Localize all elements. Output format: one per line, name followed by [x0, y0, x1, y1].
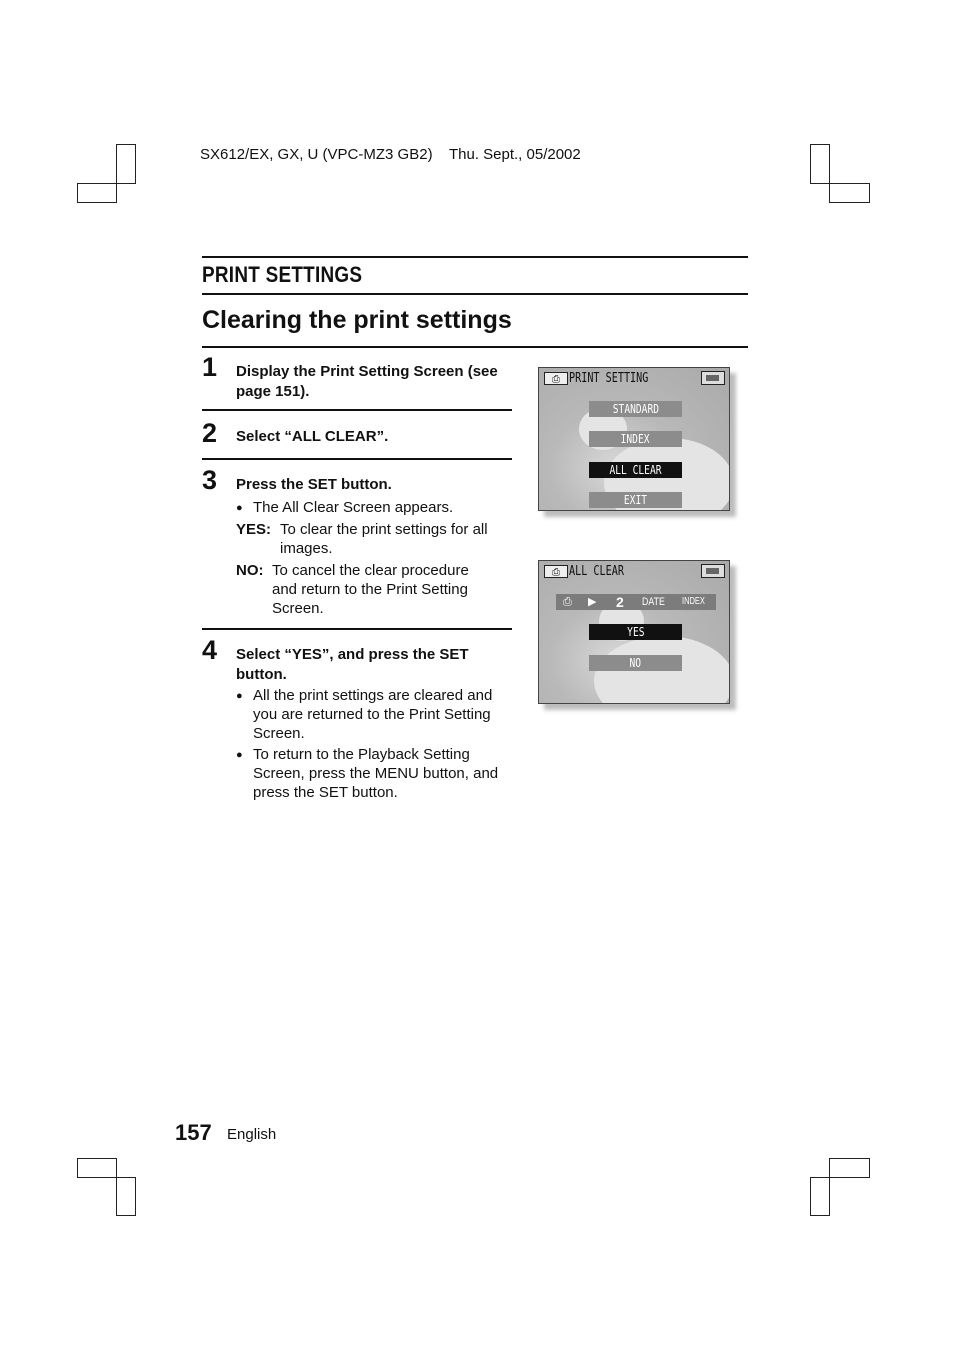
menu-item-exit[interactable]: EXIT	[589, 492, 682, 508]
step-4-bullet-2: To return to the Playback Setting Screen, press the MENU button, and press the SET button.	[253, 746, 499, 801]
crop-mark-bottom-left-vertical	[116, 1177, 136, 1216]
memory-card-icon	[701, 564, 725, 578]
menu-item-index[interactable]: INDEX	[589, 431, 682, 447]
step-1-text: Display the Print Setting Screen (see page 151).	[236, 363, 498, 400]
menu-item-standard[interactable]: STANDARD	[589, 401, 682, 417]
crop-mark-top-right-horizontal	[829, 183, 870, 203]
crop-mark-bottom-left-horizontal	[77, 1158, 117, 1178]
crop-mark-bottom-right-horizontal	[829, 1158, 870, 1178]
bullet-dot-icon: ●	[236, 690, 243, 702]
no-description: To cancel the clear procedure and return to the Print Setting Screen.	[272, 562, 469, 617]
printer-icon: ⎙	[544, 565, 568, 578]
document-reference: SX612/EX, GX, U (VPC-MZ3 GB2) Thu. Sept., 05/2002	[200, 146, 581, 163]
crop-mark-top-right-vertical	[810, 144, 830, 184]
step-4-text: Select “YES”, and press the SET button.	[236, 646, 469, 683]
screen-title: ALL CLEAR	[569, 564, 624, 579]
step-3-text: Press the SET button.	[236, 476, 392, 493]
step-4-bullet-1: All the print settings are cleared and you are returned to the Print Setting Screen.	[253, 687, 493, 742]
step-3-bullet: The All Clear Screen appears.	[253, 499, 454, 516]
title-bottom-rule	[202, 346, 748, 348]
screen-title: PRINT SETTING	[569, 371, 649, 386]
section-title: PRINT SETTINGS	[202, 262, 363, 287]
language-label: English	[227, 1126, 277, 1143]
step-4-number: 4	[202, 635, 218, 665]
step-divider	[202, 458, 512, 460]
section-top-rule	[202, 256, 748, 258]
crop-mark-bottom-right-vertical	[810, 1177, 830, 1216]
step-2-number: 2	[202, 418, 218, 448]
bullet-dot-icon: ●	[236, 502, 243, 514]
printer-icon: ⎙	[563, 596, 572, 608]
date-indicator: DATE	[642, 596, 665, 608]
step-2-text: Select “ALL CLEAR”.	[236, 428, 389, 445]
print-setting-screen	[538, 367, 730, 511]
printer-icon: ⎙	[544, 372, 568, 385]
option-yes[interactable]: YES	[589, 624, 682, 640]
all-clear-screen	[538, 560, 730, 704]
crop-mark-top-left-horizontal	[77, 183, 117, 203]
step-3-number: 3	[202, 465, 218, 495]
menu-item-all-clear[interactable]: ALL CLEAR	[589, 462, 682, 478]
memory-card-icon	[701, 371, 725, 385]
yes-description: To clear the print settings for all images.	[280, 521, 488, 557]
bullet-dot-icon: ●	[236, 749, 243, 761]
no-label: NO:	[236, 562, 264, 579]
step-1-number: 1	[202, 352, 218, 382]
step-divider	[202, 409, 512, 411]
option-no[interactable]: NO	[589, 655, 682, 671]
section-bottom-rule	[202, 293, 748, 295]
step-divider	[202, 628, 512, 630]
page-title: Clearing the print settings	[202, 306, 512, 334]
page-number: 157	[175, 1120, 212, 1145]
print-count: 2	[616, 594, 624, 610]
index-indicator: INDEX	[682, 596, 705, 607]
yes-label: YES:	[236, 521, 272, 538]
play-icon: ▶	[588, 596, 597, 608]
crop-mark-top-left-vertical	[116, 144, 136, 184]
print-info-bar	[556, 594, 716, 610]
